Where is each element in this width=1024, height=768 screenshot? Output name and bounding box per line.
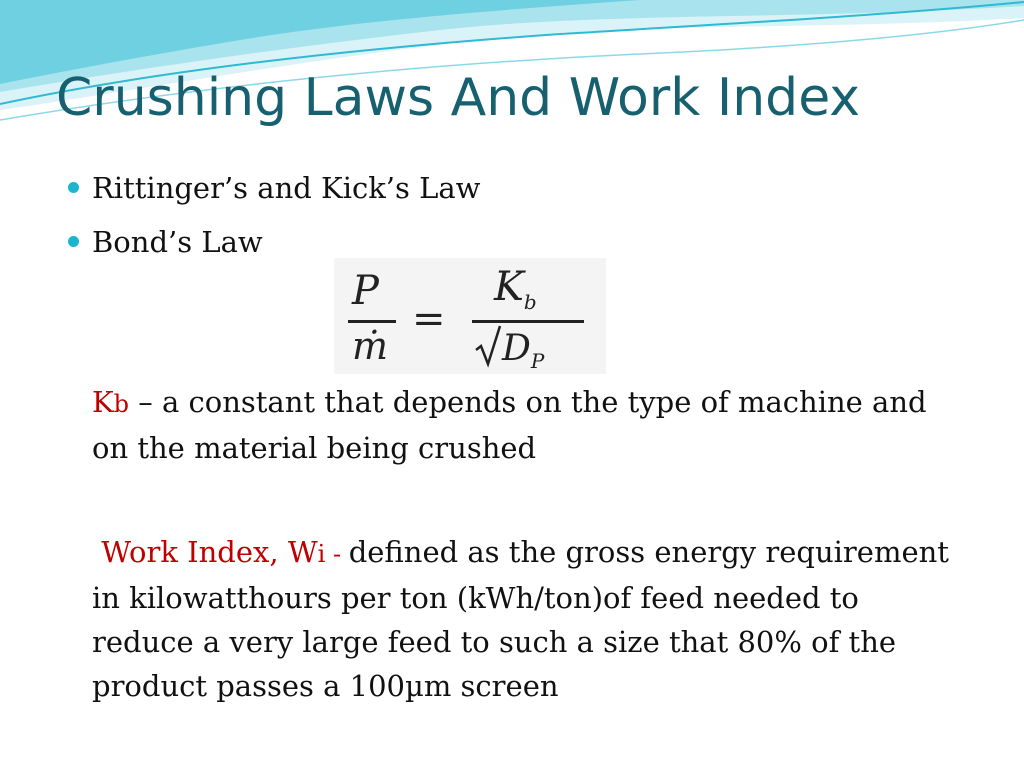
- kb-term: Kb: [92, 385, 130, 419]
- square-root-icon: [474, 324, 502, 368]
- formula-lhs-numerator: P: [352, 268, 379, 314]
- work-index-definition: [92, 530, 952, 708]
- bullet-text: Bond’s Law: [92, 225, 263, 259]
- kb-definition: [92, 380, 952, 470]
- bond-law-formula-image: [334, 258, 606, 374]
- work-index-term: Work Index, Wi -: [101, 535, 349, 569]
- formula-rhs-numerator: $K_b$: [494, 264, 537, 314]
- kb-definition-text: – a constant that depends on the type of machine and on the material being crushed: [92, 385, 927, 465]
- bullet-dot-icon: [68, 182, 79, 193]
- formula-fraction-bar-left: [348, 320, 396, 323]
- formula-lhs-denominator: ṁ: [352, 324, 389, 368]
- bullet-dot-icon: [68, 236, 79, 247]
- bullet-text: Rittinger’s and Kick’s Law: [92, 171, 481, 205]
- formula-equals: =: [412, 296, 446, 342]
- formula-rhs-denominator: $D_P$: [502, 328, 545, 374]
- work-index-definition-text: defined as the gross energy requirement in kilowatthours per ton (kWh/ton)of feed needed to reduce a very large feed to such a size that 80% of the product passes a 100µm screen: [92, 535, 949, 703]
- slide-title: Crushing Laws And Work Index: [56, 68, 861, 128]
- bullet-item-rittinger-kick: [68, 170, 480, 224]
- formula-fraction-bar-right: [472, 320, 584, 323]
